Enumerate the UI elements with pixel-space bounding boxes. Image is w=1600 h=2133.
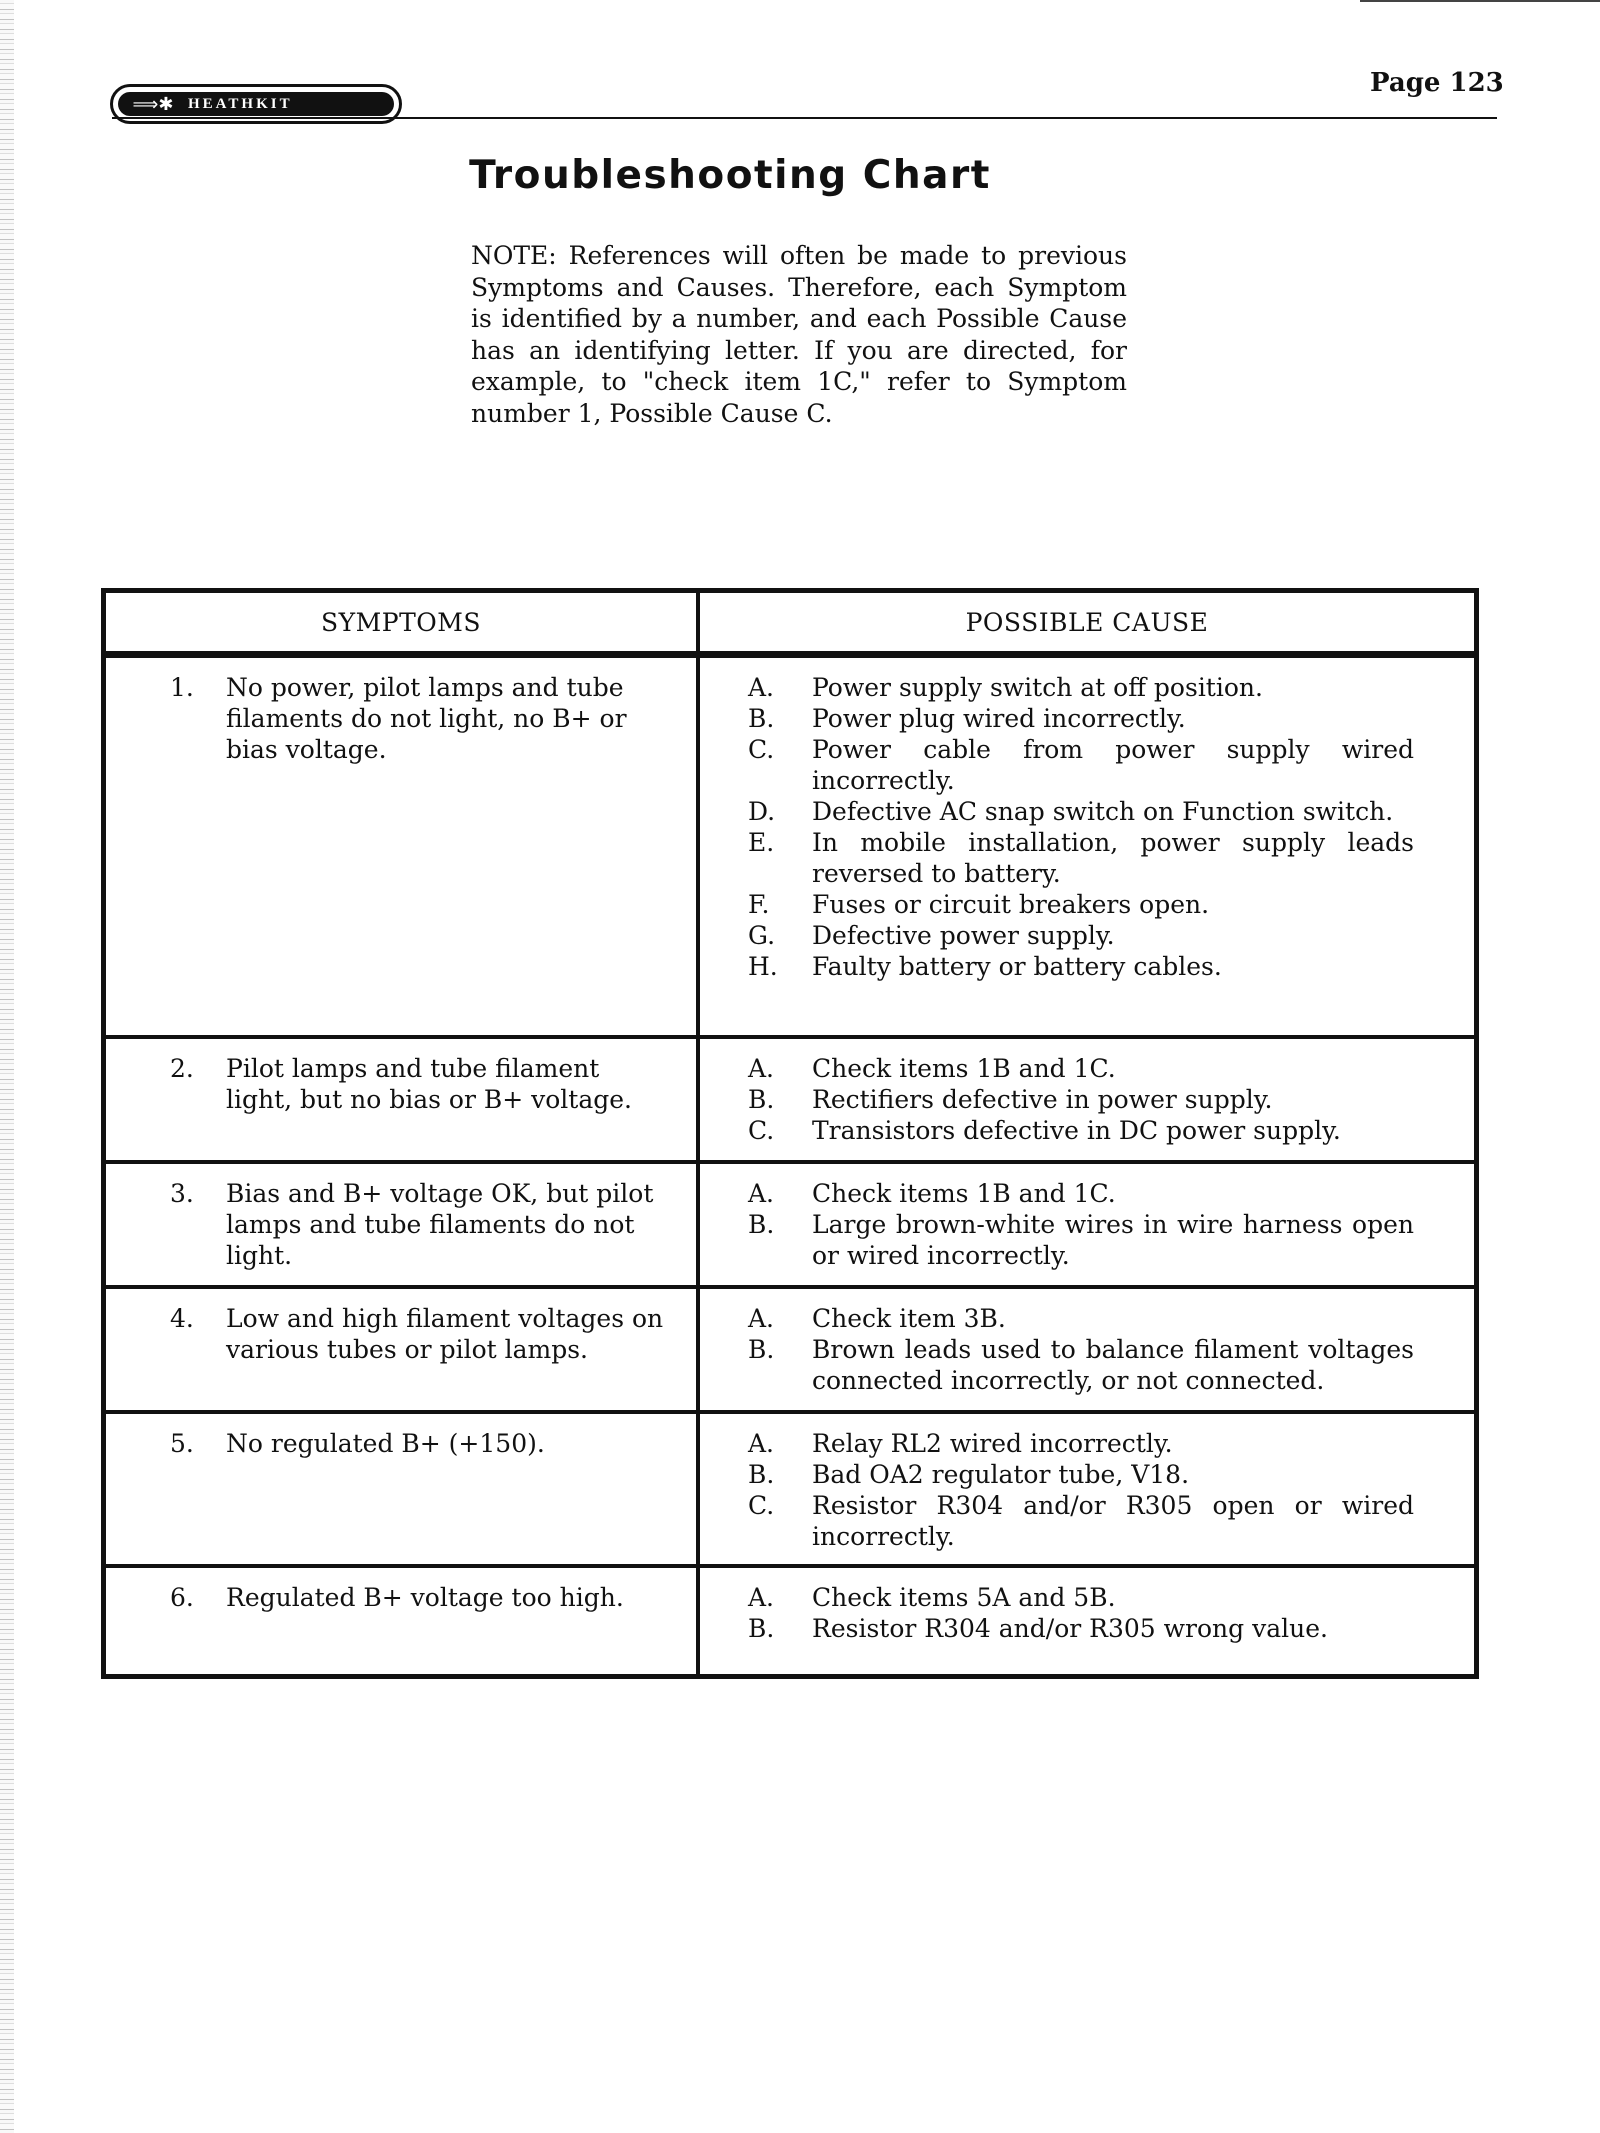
- symptom-cell: [106, 1568, 700, 1674]
- cause-item: [748, 920, 1414, 951]
- symptom-text: Pilot lamps and tube filament light, but no bias or B+ voltage.: [226, 1054, 632, 1114]
- cause-item: [748, 1490, 1414, 1552]
- cause-text: Bad OA2 regulator tube, V18.: [812, 1460, 1190, 1489]
- cause-text: Check item 3B.: [812, 1304, 1006, 1333]
- cause-text: Rectifiers defective in power supply.: [812, 1085, 1273, 1114]
- cause-text: Power plug wired incorrectly.: [812, 704, 1186, 733]
- cause-item: [748, 1582, 1414, 1613]
- cause-text: Fuses or circuit breakers open.: [812, 890, 1210, 919]
- troubleshooting-table: [101, 588, 1479, 1679]
- cause-letter: E.: [748, 828, 775, 857]
- table-row: [106, 1568, 1474, 1674]
- symptom-cell: [106, 1414, 700, 1564]
- cause-text: Resistor R304 and/or R305 wrong value.: [812, 1614, 1328, 1643]
- cause-cell: [700, 1164, 1474, 1285]
- cause-letter: G.: [748, 921, 776, 950]
- symptom-number: 2.: [170, 1054, 194, 1083]
- cause-letter: A.: [748, 673, 775, 702]
- table-row: [106, 1039, 1474, 1164]
- cause-item: [748, 703, 1414, 734]
- symptom-cell: [106, 658, 700, 1035]
- cause-cell: [700, 1289, 1474, 1410]
- cause-item: [748, 1459, 1414, 1490]
- cause-item: [748, 951, 1414, 982]
- symptom-text: Low and high filament voltages on various tubes or pilot lamps.: [226, 1304, 664, 1364]
- symptom-cell: [106, 1164, 700, 1285]
- cause-item: [748, 1115, 1414, 1146]
- symptom-cell: [106, 1039, 700, 1160]
- cause-letter: C.: [748, 1116, 775, 1145]
- cause-item: [748, 796, 1414, 827]
- cause-item: [748, 1084, 1414, 1115]
- logo-badge: [118, 92, 394, 116]
- cause-text: Resistor R304 and/or R305 open or wired incorrectly.: [812, 1491, 1414, 1551]
- table-header-row: [106, 593, 1474, 655]
- possible-cause-header: POSSIBLE CAUSE: [965, 607, 1209, 637]
- cause-letter: D.: [748, 797, 776, 826]
- cause-letter: C.: [748, 1491, 775, 1520]
- cause-letter: B.: [748, 704, 775, 733]
- scan-edge: [0, 0, 14, 2133]
- cause-letter: A.: [748, 1179, 775, 1208]
- cause-item: [748, 827, 1414, 889]
- cause-letter: B.: [748, 1085, 775, 1114]
- symptom-number: 3.: [170, 1179, 194, 1208]
- cause-item: [748, 1334, 1414, 1396]
- cause-item: [748, 889, 1414, 920]
- cause-letter: B.: [748, 1335, 775, 1364]
- page-number: Page 123: [1370, 68, 1504, 98]
- cause-text: Defective AC snap switch on Function switch.: [812, 797, 1394, 826]
- logo-emblem-icon: ⟹✱: [132, 93, 174, 115]
- cause-text: Power cable from power supply wired incorrectly.: [812, 735, 1414, 795]
- header-rule: [112, 117, 1497, 119]
- cause-text: Defective power supply.: [812, 921, 1115, 950]
- note-paragraph: NOTE: References will often be made to previous Symptoms and Causes. Therefore, each Symptom is identified by a number, and each Possible Cause has an identifying letter. If you are directed, for example, to "check item 1C," refer to Symptom number 1, Possible Cause C.: [471, 241, 1127, 428]
- cause-text: Power supply switch at off position.: [812, 673, 1263, 702]
- cause-text: In mobile installation, power supply leads reversed to battery.: [812, 828, 1414, 888]
- cause-text: Transistors defective in DC power supply.: [812, 1116, 1341, 1145]
- table-row: [106, 655, 1474, 1039]
- symptom-text: Regulated B+ voltage too high.: [226, 1583, 624, 1612]
- scan-top-line: [1360, 0, 1600, 2]
- symptom-text: No regulated B+ (+150).: [226, 1429, 545, 1458]
- cause-letter: B.: [748, 1460, 775, 1489]
- symptom-text: Bias and B+ voltage OK, but pilot lamps and tube filaments do not light.: [226, 1179, 654, 1270]
- cause-item: [748, 734, 1414, 796]
- symptom-text: No power, pilot lamps and tube filaments do not light, no B+ or bias voltage.: [226, 673, 627, 764]
- table-row: [106, 1164, 1474, 1289]
- symptom-number: 6.: [170, 1583, 194, 1612]
- cause-letter: A.: [748, 1304, 775, 1333]
- cause-cell: [700, 1414, 1474, 1564]
- cause-item: [748, 1613, 1414, 1644]
- cause-letter: B.: [748, 1210, 775, 1239]
- cause-letter: C.: [748, 735, 775, 764]
- cause-text: Relay RL2 wired incorrectly.: [812, 1429, 1173, 1458]
- cause-letter: B.: [748, 1614, 775, 1643]
- cause-item: [748, 1178, 1414, 1209]
- symptoms-header: SYMPTOMS: [106, 593, 700, 651]
- cause-letter: F.: [748, 890, 770, 919]
- cause-cell: [700, 1039, 1474, 1160]
- cause-letter: H.: [748, 952, 778, 981]
- symptom-number: 4.: [170, 1304, 194, 1333]
- cause-text: Check items 1B and 1C.: [812, 1179, 1116, 1208]
- cause-letter: A.: [748, 1054, 775, 1083]
- cause-cell: [700, 1568, 1474, 1674]
- table-body: [106, 655, 1474, 1674]
- symptom-number: 5.: [170, 1429, 194, 1458]
- cause-cell: [700, 658, 1474, 1035]
- cause-item: [748, 1053, 1414, 1084]
- table-row: [106, 1289, 1474, 1414]
- cause-item: [748, 1303, 1414, 1334]
- table-row: [106, 1414, 1474, 1568]
- symptom-cell: [106, 1289, 700, 1410]
- cause-letter: A.: [748, 1583, 775, 1612]
- cause-text: Large brown-white wires in wire harness open or wired incorrectly.: [812, 1210, 1414, 1270]
- cause-text: Faulty battery or battery cables.: [812, 952, 1222, 981]
- cause-text: Check items 5A and 5B.: [812, 1583, 1116, 1612]
- logo-text: HEATHKIT: [188, 95, 293, 112]
- page-title: Troubleshooting Chart: [469, 153, 991, 198]
- cause-item: [748, 672, 1414, 703]
- cause-text: Brown leads used to balance filament voltages connected incorrectly, or not connected.: [812, 1335, 1414, 1395]
- cause-text: Check items 1B and 1C.: [812, 1054, 1116, 1083]
- cause-item: [748, 1209, 1414, 1271]
- symptom-number: 1.: [170, 673, 194, 702]
- cause-letter: A.: [748, 1429, 775, 1458]
- cause-item: [748, 1428, 1414, 1459]
